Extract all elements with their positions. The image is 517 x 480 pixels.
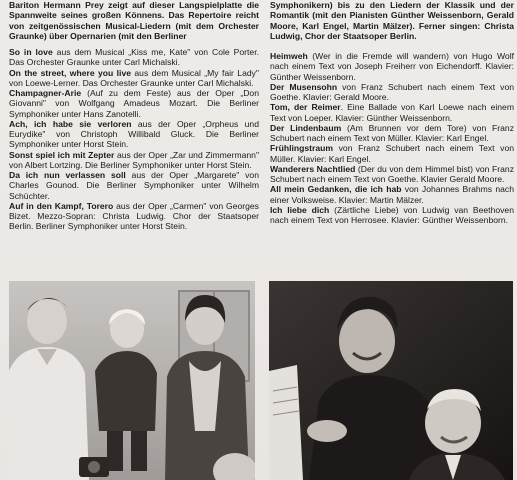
track-details: (Zärtliche Liebe) von Ludwig van Beethoven nach einem Text von Herrosee. Klavier: Günther Weissenborn. bbox=[270, 204, 514, 225]
track-title: On the street, where you live bbox=[9, 67, 132, 78]
track-entry bbox=[270, 184, 514, 205]
track-title: Ach, ich habe sie verloren bbox=[9, 118, 132, 129]
track-entry bbox=[9, 150, 259, 171]
track-entry bbox=[270, 123, 514, 144]
track-title: Frühlingstraum bbox=[270, 143, 334, 154]
track-entry bbox=[9, 170, 259, 201]
track-title: All mein Gedanken, die ich hab bbox=[270, 184, 402, 195]
track-details: (Der du von dem Himmel bist) von Franz Schubert nach einem Text von Goethe. Klavier Gerald Moore. bbox=[270, 163, 514, 184]
track-entry bbox=[270, 205, 514, 226]
track-entry bbox=[270, 143, 514, 164]
intro-text-left: Bariton Hermann Prey zeigt auf dieser Langspielplatte die Spannweite seines großen Könnens. Das Repertoire reicht von zeitgenössischen Musical-Liedern (mit dem Orchester Graunke) über Opernarien (mit den Berliner bbox=[9, 0, 259, 41]
track-list-right bbox=[270, 51, 514, 225]
track-title: Auf in den Kampf, Torero bbox=[9, 200, 114, 211]
singer-pianist-illustration bbox=[269, 281, 513, 480]
track-details: von Johannes Brahms nach einer Volksweise. Klavier: Martin Mälzer. bbox=[270, 184, 514, 205]
track-details: aus dem Musical „Kiss me, Kate" von Cole Porter. Das Orchester Graunke unter Carl Michalski. bbox=[9, 47, 259, 68]
track-details: von Franz Schubert nach einem Text von Goethe. Klavier: Gerald Moore. bbox=[270, 81, 515, 102]
track-details: aus der Oper „Orpheus und Eurydike" von Christoph Willibald Gluck. Die Berliner Symphoniker unter Horst Stein. bbox=[9, 118, 259, 150]
family-photo bbox=[9, 281, 255, 480]
family-photo-illustration bbox=[9, 281, 255, 480]
track-details: (Auf zu dem Feste) aus der Oper „Don Giovanni" von Wolfgang Amadeus Mozart. Die Berliner Symphoniker unter Hans Zanotelli. bbox=[9, 88, 259, 119]
left-text-column bbox=[9, 0, 259, 232]
track-details: (Wer in die Fremde will wandern) von Hugo Wolf nach einem Text von Joseph Freiherr von Eichendorff. Klavier: Günther Weissenborn. bbox=[270, 51, 514, 82]
track-entry bbox=[270, 51, 514, 82]
track-title: Der Musensohn bbox=[270, 81, 338, 92]
track-entry bbox=[270, 102, 514, 123]
intro-text-right: Symphonikern) bis zu den Liedern der Klassik und der Romantik (mit den Pianisten Günther Weissenborn, Gerald Moore, Karl Engel, Martin Mälzer). Ferner singen: Christa Ludwig, Chor der Staatsoper Berlin. bbox=[270, 0, 514, 41]
track-title: Ich liebe dich bbox=[270, 204, 330, 215]
track-entry bbox=[270, 164, 514, 185]
track-title: Heimweh bbox=[270, 51, 308, 61]
track-title: Champagner-Arie bbox=[9, 88, 82, 98]
track-title: Wanderers Nachtlied bbox=[270, 163, 356, 174]
track-title: Tom, der Reimer bbox=[270, 102, 341, 113]
right-text-column bbox=[270, 0, 514, 225]
track-details: . Eine Ballade von Karl Loewe nach einem Text von Loeper. Klavier: Günther Weissenborn. bbox=[270, 102, 514, 123]
track-details: von Franz Schubert nach einem Text von Müller. Klavier: Karl Engel. bbox=[270, 143, 514, 164]
track-title: Sonst spiel ich mit Zepter bbox=[9, 149, 115, 160]
singer-pianist-photo bbox=[269, 281, 513, 480]
track-entry bbox=[9, 119, 259, 150]
track-title: Der Lindenbaum bbox=[270, 122, 342, 133]
track-list-left bbox=[9, 47, 259, 232]
track-details: aus der Oper „Carmen" von Georges Bizet. Mezzo-Sopran: Christa Ludwig. Chor der Staatsoper Berlin. Berliner Symphoniker unter Horst Stein. bbox=[9, 200, 259, 232]
track-entry bbox=[9, 47, 259, 68]
track-entry bbox=[9, 88, 259, 119]
track-title: So in love bbox=[9, 47, 53, 57]
track-details: (Am Brunnen vor dem Tore) von Franz Schubert nach einem Text von Müller. Klavier: Karl Engel. bbox=[270, 122, 514, 143]
track-details: aus der Oper „Margarete" von Charles Gounod. Die Berliner Symphoniker unter Wilhelm Schüchter. bbox=[9, 170, 259, 201]
track-entry bbox=[9, 68, 259, 89]
track-title: Da ich nun verlassen soll bbox=[9, 170, 126, 180]
track-entry bbox=[270, 82, 514, 103]
track-details: aus dem Musical „My fair Lady" von Loewe-Lerner. Das Orchester Graunke unter Carl Michalski. bbox=[9, 67, 259, 88]
track-details: aus der Oper „Zar und Zimmermann" von Albert Lortzing. Die Berliner Symphoniker unter Horst Stein. bbox=[9, 149, 259, 170]
track-entry bbox=[9, 201, 259, 232]
